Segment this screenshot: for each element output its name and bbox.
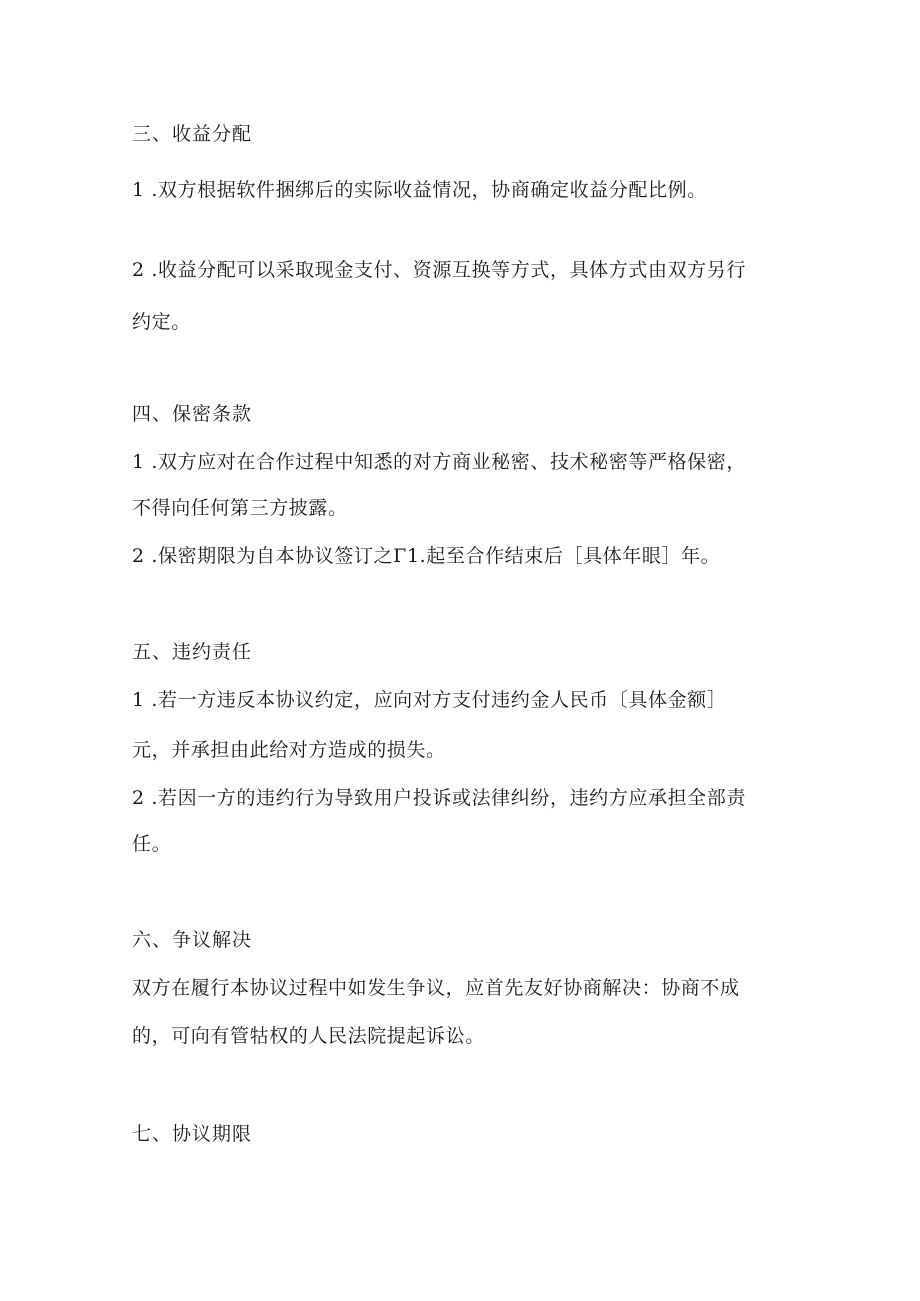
- paragraph-line: 不得向任何第三方披露。: [132, 497, 348, 519]
- section-heading-liability: 五、违约责任: [132, 641, 253, 663]
- section-heading-confidentiality: 四、保密条款: [132, 403, 253, 425]
- section-heading-revenue: 三、收益分配: [132, 123, 253, 145]
- paragraph-line: 2 .若因一方的违约行为导致用户投诉或法律纠纷，违约方应承担全部责: [132, 787, 746, 809]
- paragraph-line: 元，并承担由此给对方造成的损失。: [132, 739, 446, 761]
- paragraph-line: 任。: [132, 833, 172, 855]
- paragraph-line: 1 .双方应对在合作过程中知悉的对方商业秘密、技术秘密等严格保密，: [132, 451, 746, 473]
- paragraph-line: 约定。: [132, 311, 191, 333]
- paragraph-line: 1 .双方根据软件捆绑后的实际收益情况，协商确定收益分配比例。: [132, 179, 707, 201]
- paragraph-line: 1 .若一方违反本协议约定，应向对方支付违约金人民币〔具体金额］: [132, 689, 727, 711]
- section-heading-dispute: 六、争议解决: [132, 929, 253, 951]
- paragraph-line: 2 .收益分配可以采取现金支付、资源互换等方式，具体方式由双方另行: [132, 259, 746, 281]
- section-heading-term: 七、协议期限: [132, 1123, 253, 1145]
- paragraph-line: 双方在履行本协议过程中如发生争议，应首先友好协商解决：协商不成: [132, 977, 740, 999]
- paragraph-line: 2 .保密期限为自本协议签订之Γ1.起至合作结束后［具体年眼］年。: [132, 545, 721, 567]
- paragraph-line: 的，可向有管牯权的人民法院提起诉讼。: [132, 1025, 485, 1047]
